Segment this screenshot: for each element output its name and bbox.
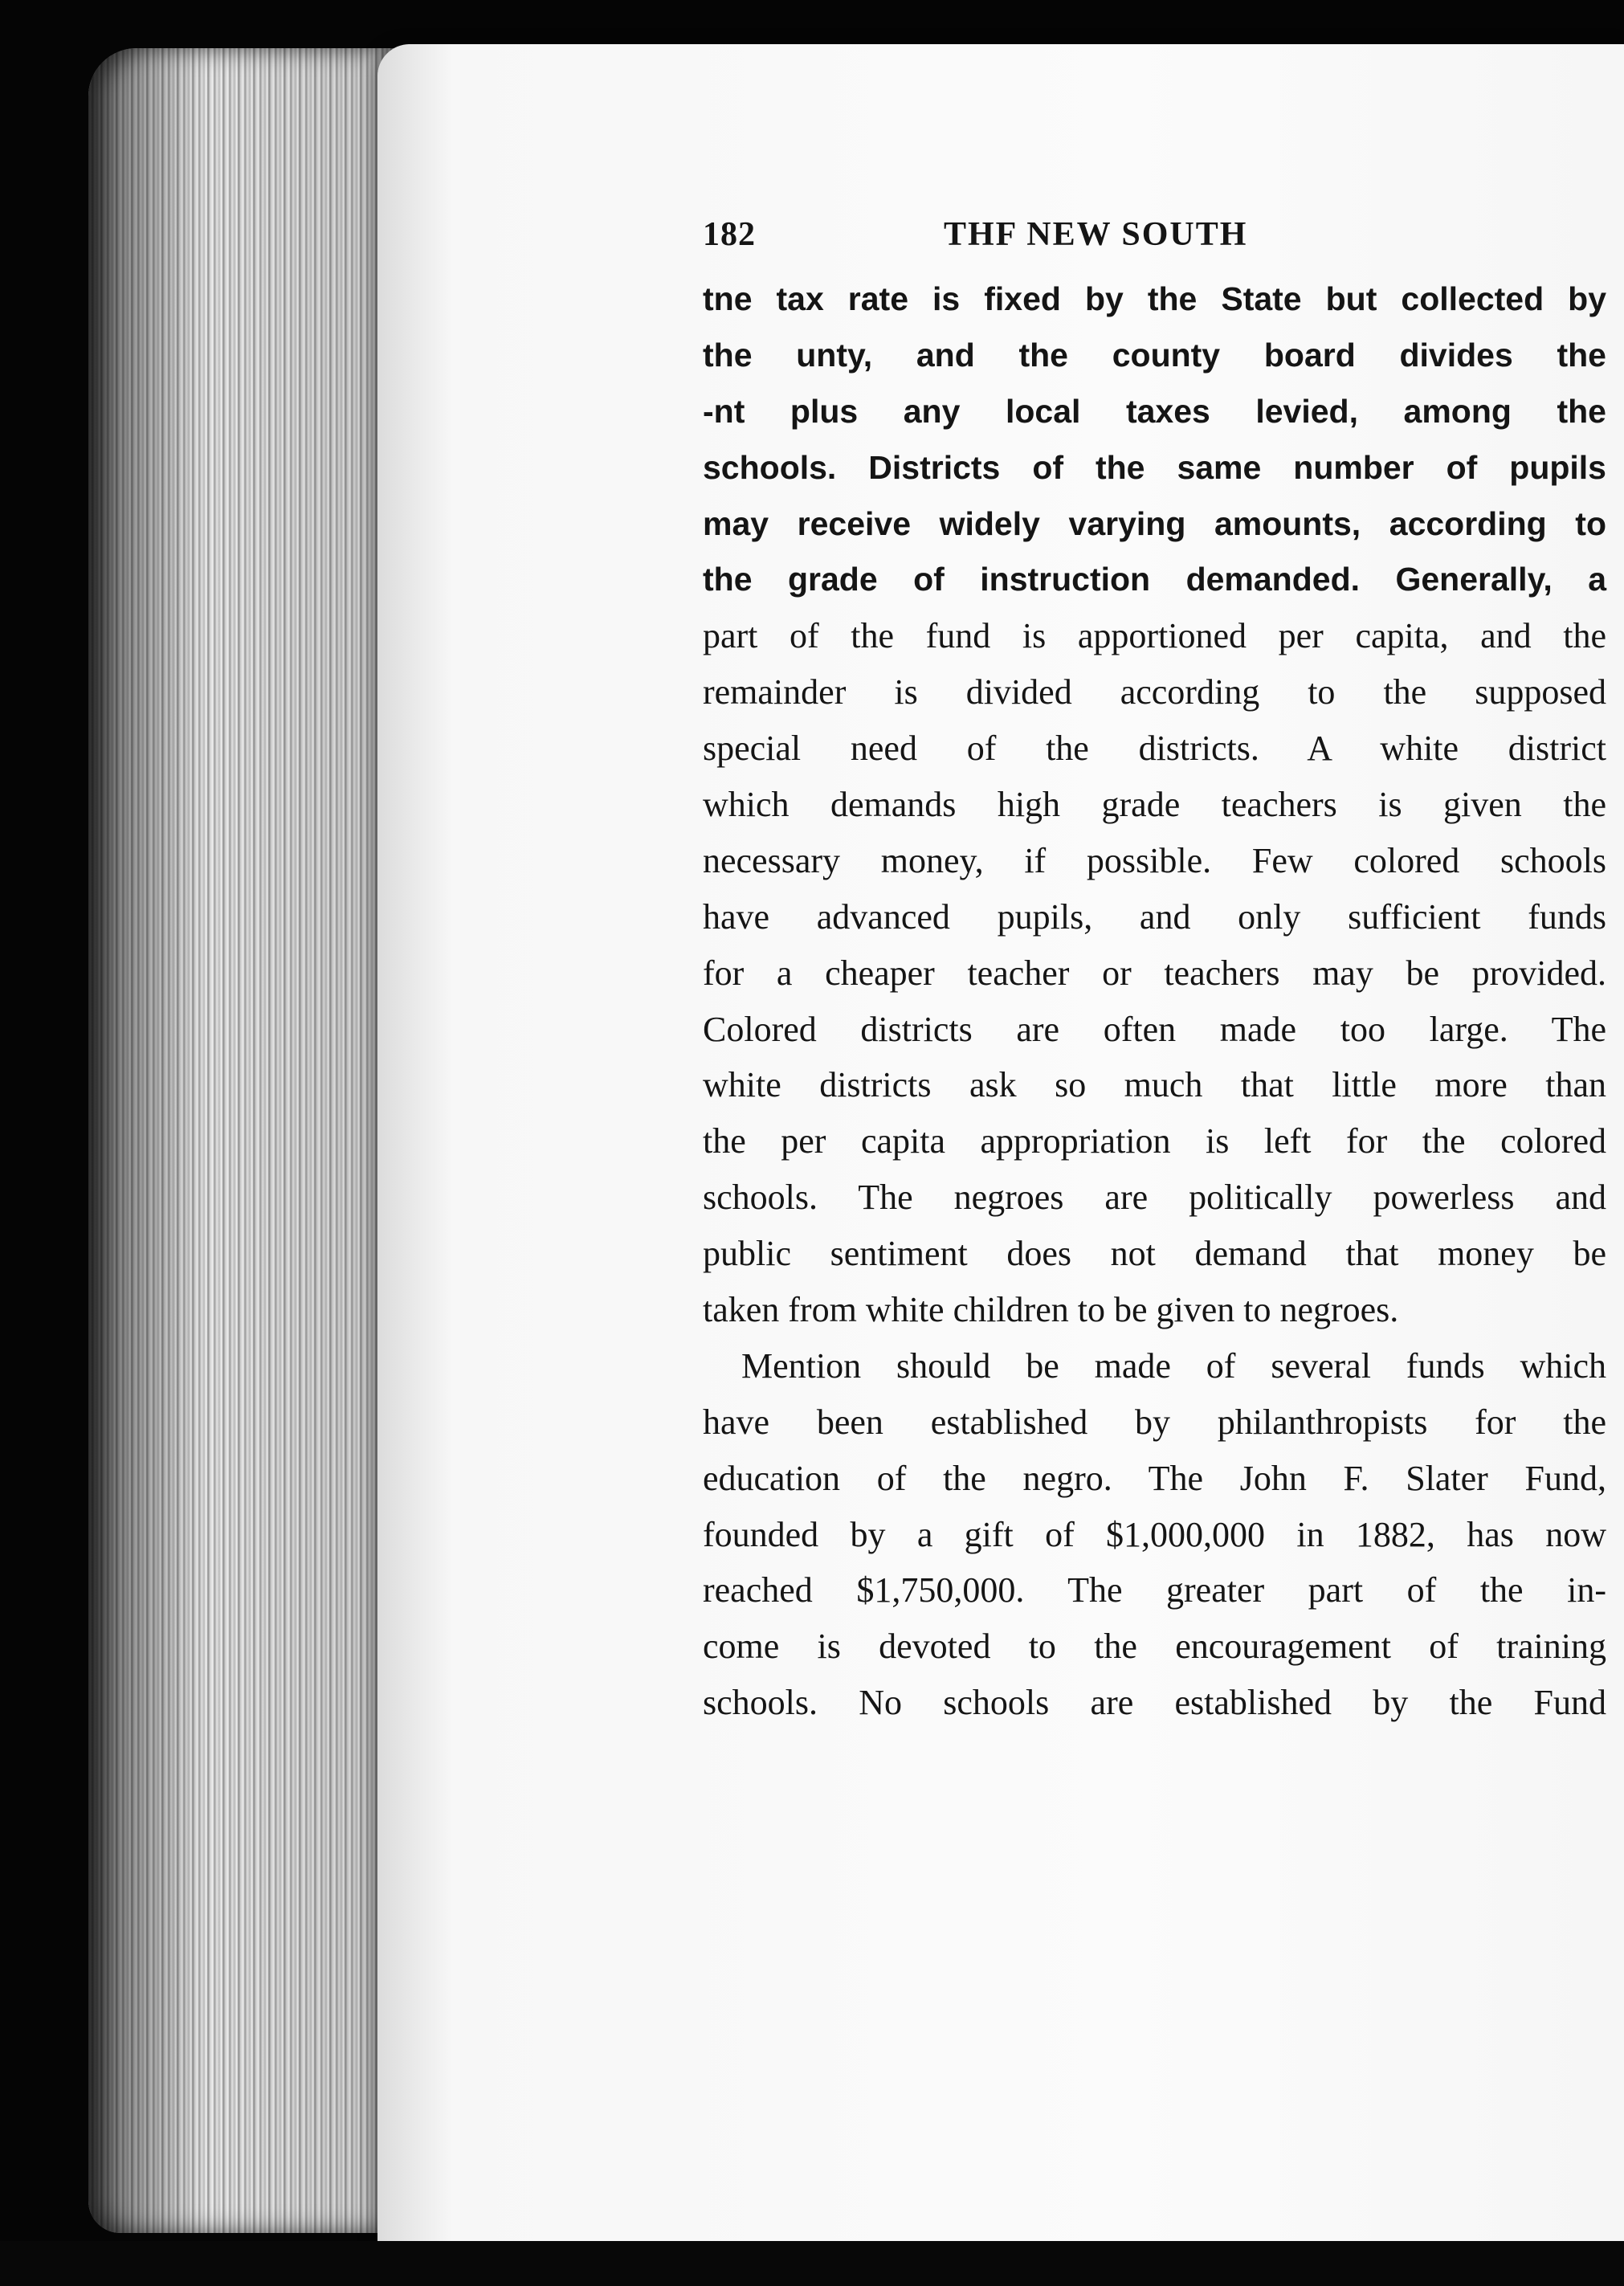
- text-line: come is devoted to the encouragement of training: [703, 1627, 1606, 1667]
- text-line: part of the fund is apportioned per capita, and the: [703, 616, 1606, 656]
- text-line: reached $1,750,000. The greater part of the in-: [703, 1570, 1606, 1610]
- text-line: special need of the districts. A white district: [703, 729, 1606, 769]
- text-line: schools. The negroes are politically powerless and: [703, 1178, 1606, 1218]
- text-line: taken from white children to be given to negroes.: [703, 1290, 1399, 1330]
- text-line: necessary money, if possible. Few colored schools: [703, 840, 1606, 880]
- running-title: THF NEW SOUTH: [944, 216, 1248, 253]
- body-text: [703, 271, 1606, 1731]
- page-edges: [88, 48, 426, 2233]
- page-number: 182: [703, 216, 756, 253]
- text-line: education of the negro. The John F. Slater Fund,: [703, 1458, 1606, 1498]
- text-line: -nt plus any local taxes levied, among the: [703, 392, 1606, 430]
- text-line: have been established by philanthropists for the: [703, 1402, 1606, 1442]
- scan-border: [0, 2241, 1624, 2286]
- text-line: schools. Districts of the same number of pupils: [703, 448, 1606, 486]
- text-line: Colored districts are often made too large. The: [703, 1009, 1606, 1049]
- text-line: schools. No schools are established by the Fund: [703, 1683, 1606, 1723]
- text-block: [703, 215, 1606, 1731]
- text-line: white districts ask so much that little more than: [703, 1065, 1606, 1105]
- text-line: the grade of instruction demanded. Generally, a: [703, 561, 1606, 598]
- text-line: have advanced pupils, and only sufficient funds: [703, 896, 1606, 937]
- text-line: the per capita appropriation is left for the colored: [703, 1121, 1606, 1161]
- running-head: [703, 215, 1606, 271]
- text-line: public sentiment does not demand that money be: [703, 1234, 1606, 1274]
- text-line: founded by a gift of $1,000,000 in 1882, has now: [703, 1514, 1606, 1554]
- text-line: for a cheaper teacher or teachers may be provided.: [703, 953, 1606, 993]
- text-line: Mention should be made of several funds which: [741, 1345, 1606, 1386]
- text-line: the unty, and the county board divides the: [703, 336, 1606, 374]
- text-line: remainder is divided according to the supposed: [703, 672, 1606, 712]
- text-line: tne tax rate is fixed by the State but collected by: [703, 280, 1606, 317]
- text-line: which demands high grade teachers is given the: [703, 785, 1606, 825]
- text-line: may receive widely varying amounts, according to: [703, 504, 1606, 542]
